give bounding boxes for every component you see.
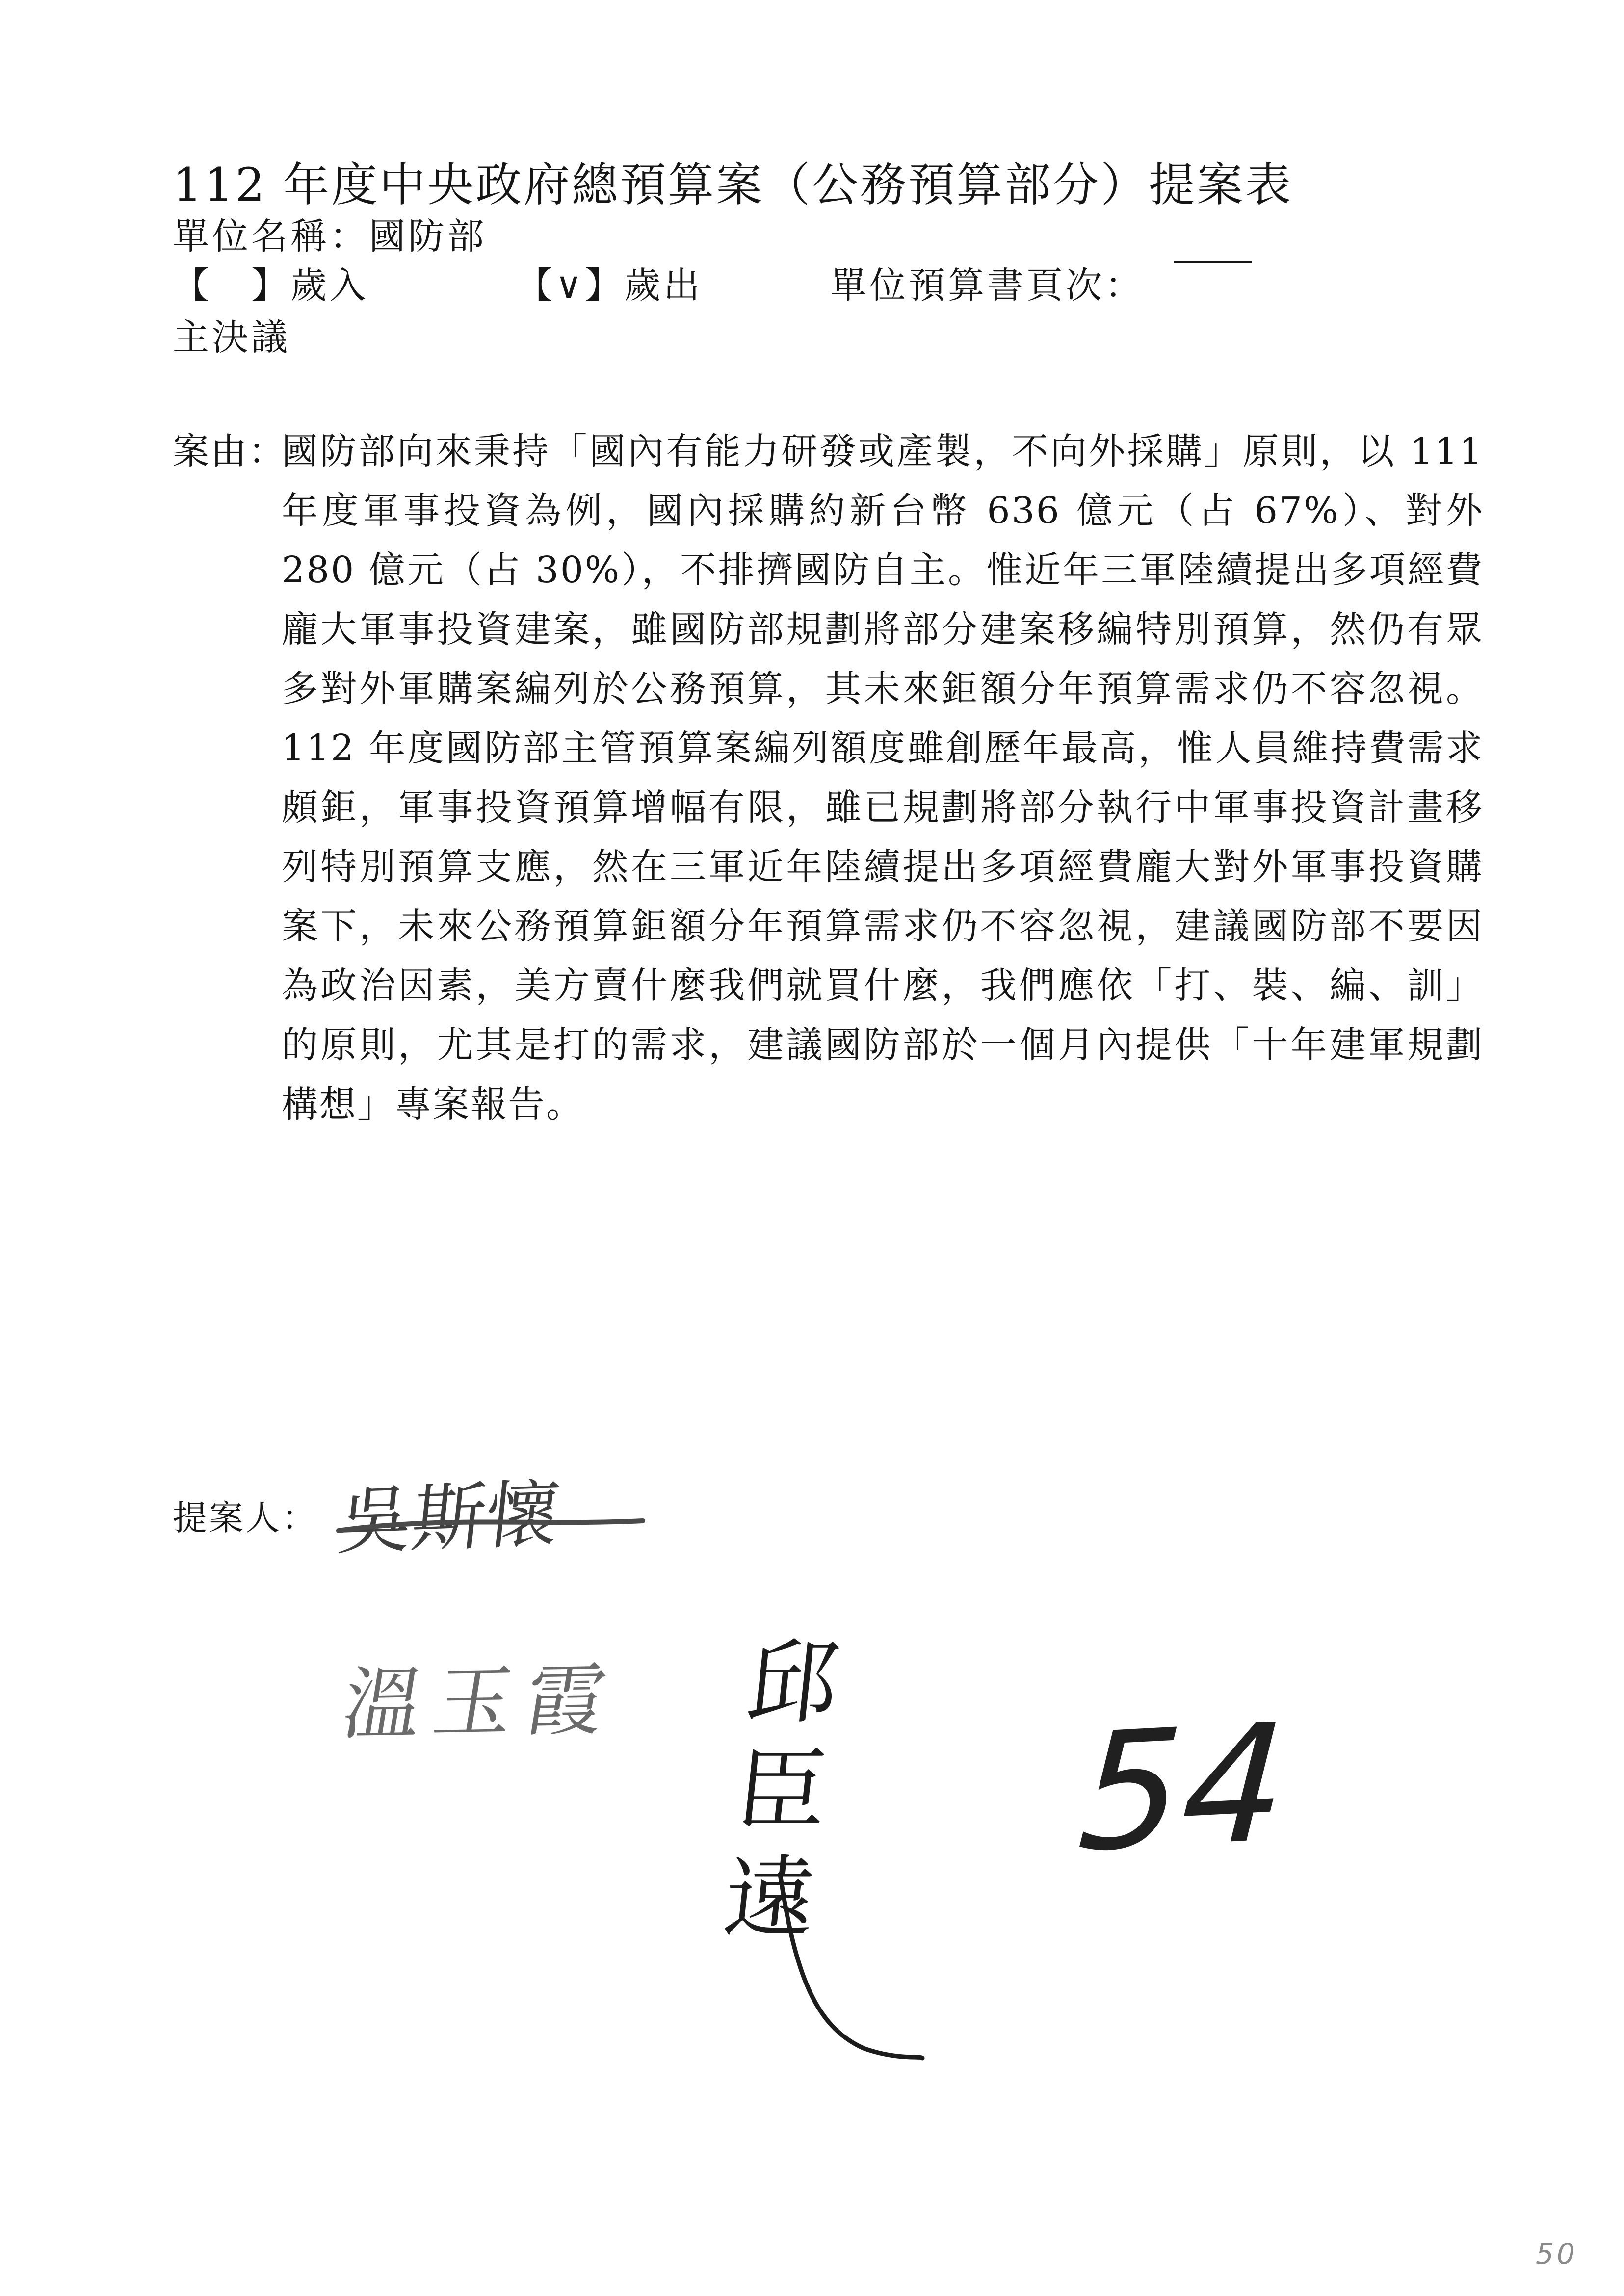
signature-1: 吳斯懷	[334, 1471, 564, 1565]
budget-page-label: 單位預算書頁次：	[830, 264, 1144, 307]
decision-label: 主決議	[173, 316, 290, 359]
page-corner-number: 50	[1536, 2237, 1578, 2270]
income-option: 【 】歲入	[173, 264, 369, 307]
signature-2: 溫玉霞	[336, 1653, 625, 1751]
case-label: 案由：	[173, 430, 286, 472]
document-title: 112 年度中央政府總預算案（公務預算部分）提案表	[173, 158, 1293, 212]
signature-3: 邱臣遠	[719, 1630, 844, 1952]
expense-option: 【∨】歲出	[516, 264, 703, 307]
unit-name: 單位名稱：國防部	[173, 215, 487, 258]
proposer-label: 提案人：	[173, 1498, 318, 1538]
case-text: 國防部向來秉持「國內有能力研發或產製，不向外採購」原則，以 111 年度軍事投資為例，國內採購約新台幣 636 億元（占 67%）、對外 280 億元（占 30%），不排擠國防自主。惟近年三軍陸續提出多項經費龐大軍事投資建案，雖國防部規劃將部分建案移編特別預算，然仍有眾多對外軍購案編列於公務預算，其未來鉅額分年預算需求仍不容忽視。112 年度國防部主管預算案編列額度雖創歷年最高，惟人員維持費需求頗鉅，軍事投資預算增幅有限，雖已規劃將部分執行中軍事投資計畫移列特別預算支應，然在三軍近年陸續提出多項經費龐大對外軍事投資購案下，未來公務預算鉅額分年預算需求仍不容忽視，建議國防部不要因為政治因素，美方賣什麼我們就買什麼，我們應依「打、裝、編、訓」的原則，尤其是打的需求，建議國防部於一個月內提供「十年建軍規劃構想」專案報告。	[282, 430, 1484, 1125]
handwritten-number: 54	[1074, 1689, 1291, 1888]
